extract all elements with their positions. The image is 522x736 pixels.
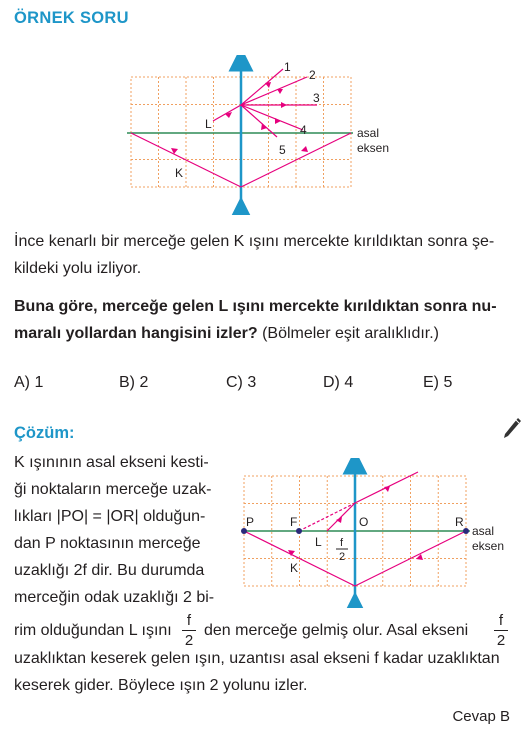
ray-label-k: K: [175, 166, 184, 180]
solution-line-7a: rim olduğundan L ışını: [14, 622, 172, 639]
inline-fraction-2: f 2: [494, 612, 508, 649]
option-b[interactable]: B) 2: [119, 374, 149, 391]
solution-line-2: ği noktaların merceğe uzak-: [14, 481, 212, 498]
solution-line-9: keserek gider. Böylece ışın 2 yolunu izler.: [14, 677, 308, 694]
ray-number-4: 4: [300, 123, 307, 137]
lens-diagram-question: [125, 55, 415, 215]
pencil-icon: [502, 416, 522, 440]
ray-label-l: L: [315, 535, 322, 549]
question-prompt: [14, 293, 510, 347]
question-line-1: İnce kenarlı bir merceğe gelen K ışını mercekte kırıldıktan sonra şe-: [14, 233, 495, 250]
frac-denominator: 2: [339, 551, 346, 563]
point-label-r: R: [455, 515, 464, 529]
solution-line-6: merceğin odak uzaklığı 2 bi-: [14, 589, 215, 606]
ray-number-3: 3: [313, 91, 320, 105]
page-title: ÖRNEK SORU: [14, 9, 129, 27]
question-text: [14, 228, 510, 282]
point-label-f: F: [290, 515, 298, 529]
frac-numerator: f: [340, 537, 344, 549]
prompt-note: (Bölmeler eşit aralıklıdır.): [257, 325, 440, 342]
solution-title: Çözüm:: [14, 424, 75, 442]
lens-diagram-solution: [232, 458, 522, 608]
axis-label-line1: asal: [357, 126, 380, 140]
prompt-line-1: Buna göre, merceğe gelen L ışını mercekte kırıldıktan sonra nu-: [14, 298, 497, 315]
inline-fraction-1: f 2: [182, 612, 196, 649]
option-e[interactable]: E) 5: [423, 374, 453, 391]
prompt-line-2: maralı yollardan hangisini izler?: [14, 325, 258, 342]
answer-label: Cevap B: [452, 708, 510, 725]
solution-line-7b: den merceğe gelmiş olur. Asal ekseni: [204, 622, 469, 639]
axis-label-line1: asal: [472, 524, 495, 538]
point-label-o: O: [359, 515, 369, 529]
option-c[interactable]: C) 3: [226, 374, 257, 391]
solution-line-5: uzaklığı 2f dir. Bu durumda: [14, 562, 205, 579]
ray-number-5: 5: [279, 143, 286, 157]
axis-label-line2: eksen: [472, 539, 505, 553]
solution-line-4: dan P noktasının merceğe: [14, 535, 201, 552]
solution-line-8: uzaklıktan keserek gelen ışın, uzantısı asal ekseni f kadar uzaklıktan: [14, 650, 500, 667]
solution-line-1: K ışınının asal ekseni kesti-: [14, 454, 209, 471]
point-label-p: P: [246, 515, 255, 529]
solution-line-3: lıkları |PO| = |OR| olduğun-: [14, 508, 206, 525]
ray-label-l: L: [205, 117, 212, 131]
ray-number-1: 1: [284, 60, 291, 74]
axis-label-line2: eksen: [357, 141, 390, 155]
option-a[interactable]: A) 1: [14, 374, 44, 391]
ray-label-k: K: [290, 561, 299, 575]
ray-number-2: 2: [309, 68, 316, 82]
question-line-2: kildeki yolu izliyor.: [14, 260, 142, 277]
option-d[interactable]: D) 4: [323, 374, 354, 391]
